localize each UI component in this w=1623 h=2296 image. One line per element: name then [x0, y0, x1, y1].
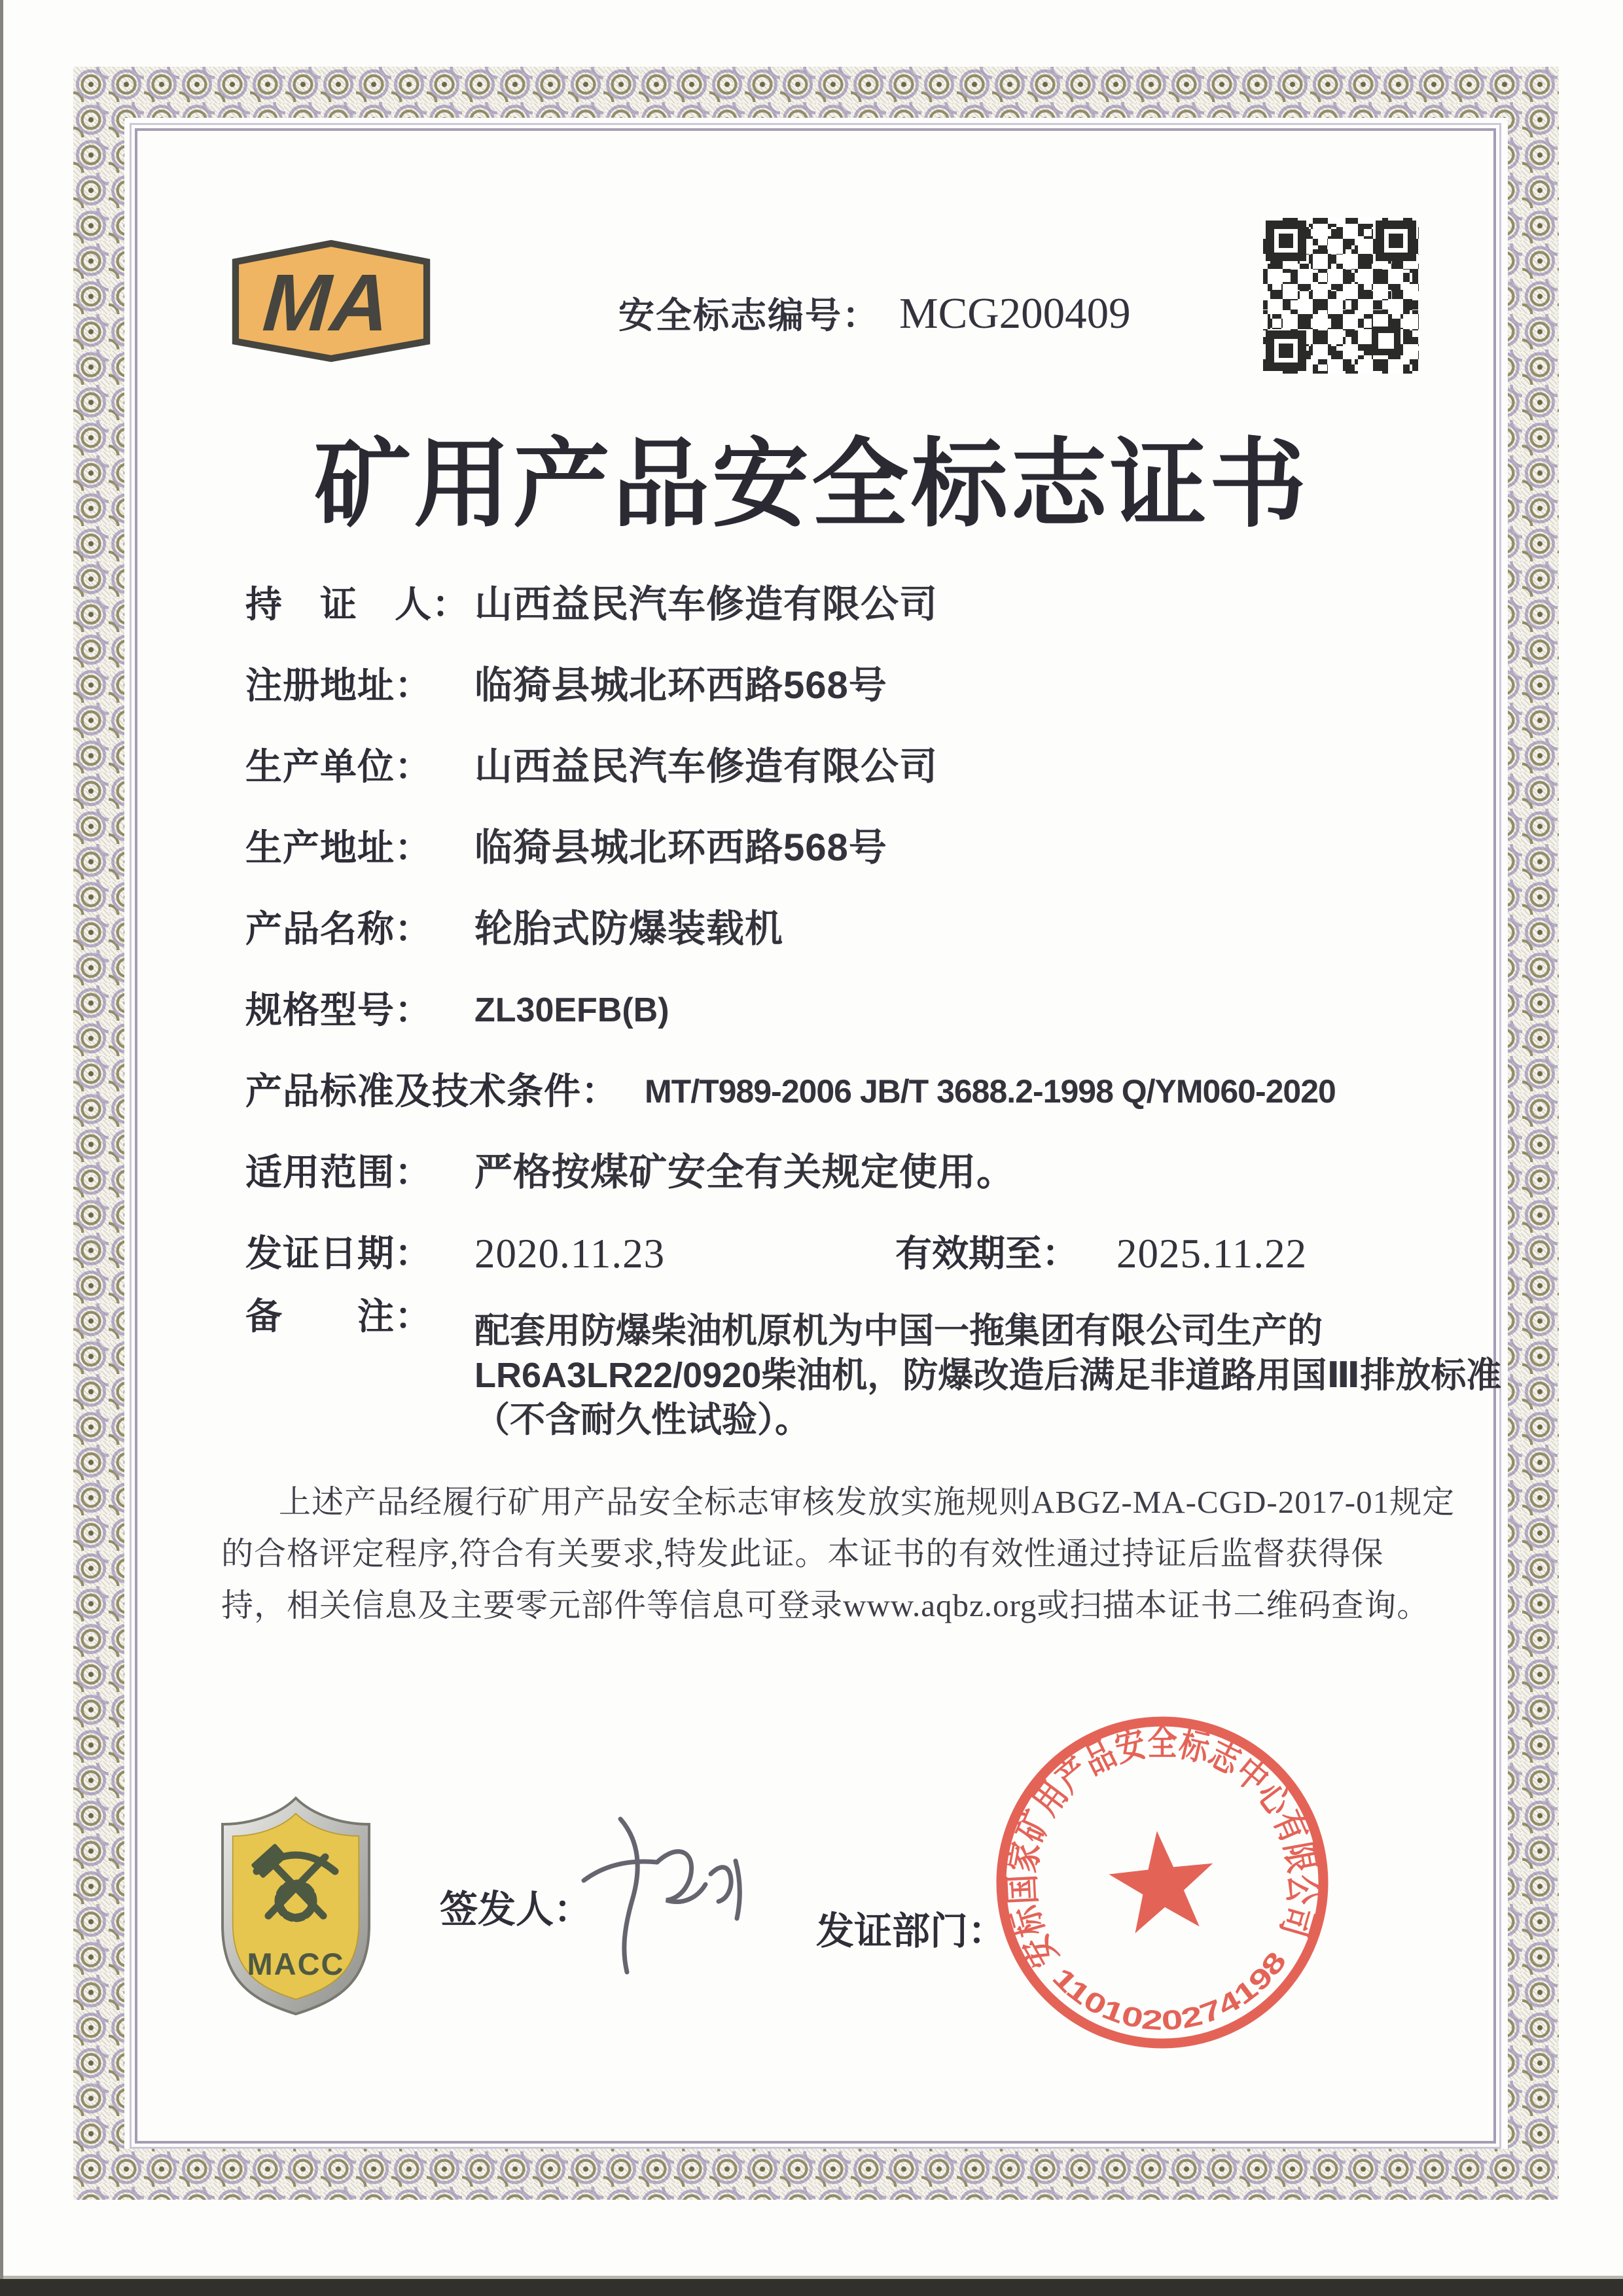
field-label: 产品名称： — [245, 908, 432, 949]
field-row-prod-address — [245, 807, 1497, 889]
valid-until-label: 有效期至： — [895, 1233, 1079, 1274]
certificate-fields — [245, 564, 1502, 1442]
scan-edge-left — [0, 0, 3, 2280]
field-label: 生产单位： — [245, 746, 432, 787]
ma-logo-text: MA — [260, 258, 393, 348]
scan-edge-bottom — [0, 2279, 1623, 2296]
field-row-scope — [245, 1132, 1497, 1213]
field-row-model — [245, 970, 1497, 1051]
field-row-holder — [245, 564, 1497, 645]
field-row-product-name — [245, 889, 1497, 970]
certificate-number-label: 安全标志编号： — [618, 295, 880, 336]
field-value: 临猗县城北环西路568号 — [474, 664, 887, 707]
macc-shield-text: MACC — [247, 1947, 345, 1981]
macc-shield-icon — [219, 1794, 373, 2017]
certificate-number-line — [618, 287, 1131, 339]
field-label: 适用范围： — [245, 1152, 432, 1193]
field-row-remark — [245, 1294, 1502, 1442]
remark-lines — [474, 1309, 1502, 1442]
issuer-label: 发证部门： — [816, 1910, 1007, 1952]
valid-until-value: 2025.11.22 — [1116, 1231, 1308, 1277]
field-row-standards — [245, 1051, 1497, 1132]
remark-label: 备 注： — [245, 1296, 432, 1337]
certificate-title: 矿用产品安全标志证书 — [314, 432, 1309, 539]
issue-date-label: 发证日期： — [245, 1233, 432, 1274]
qr-finder-icon — [1376, 221, 1416, 261]
field-value: 山西益民汽车修造有限公司 — [474, 583, 938, 626]
statement-line: 的合格评定程序,符合有关要求,特发此证。本证书的有效性通过持证后监督获得保 — [221, 1536, 1384, 1572]
field-label: 生产地址： — [245, 827, 432, 868]
qr-finder-icon — [1266, 330, 1306, 371]
field-label: 产品标准及技术条件： — [245, 1070, 618, 1112]
field-label: 注册地址： — [245, 665, 432, 706]
field-value: 山西益民汽车修造有限公司 — [474, 745, 938, 788]
remark-line: LR6A3LR22/0920柴油机，防爆改造后满足非道路用国Ⅲ排放标准 — [474, 1356, 1502, 1395]
signer-label: 签发人： — [440, 1888, 592, 1931]
signature — [558, 1801, 760, 1990]
official-seal — [961, 1681, 1363, 2083]
statement-line: 持，相关信息及主要零元部件等信息可登录www.aqbz.org或扫描本证书二维码查询。 — [221, 1587, 1430, 1623]
qr-finder-icon — [1266, 221, 1306, 261]
ma-safety-mark-icon — [226, 234, 437, 368]
qr-code — [1263, 218, 1419, 374]
field-value: 轮胎式防爆装载机 — [474, 908, 784, 950]
field-row-reg-address — [245, 645, 1497, 726]
seal-star-icon — [1105, 1826, 1219, 1935]
statement-line: 上述产品经履行矿用产品安全标志审核发放实施规则ABGZ-MA-CGD-2017-01规定 — [279, 1484, 1455, 1520]
qr-alignment-icon — [1372, 327, 1400, 355]
remark-line: 配套用防爆柴油机原机为中国一拖集团有限公司生产的 — [474, 1311, 1323, 1351]
remark-line: （不含耐久性试验）。 — [474, 1400, 810, 1439]
field-value: 严格按煤矿安全有关规定使用。 — [474, 1151, 1016, 1193]
field-value: 临猗县城北环西路568号 — [474, 826, 887, 869]
seal-ring-text: 安标国家矿用产品安全标志中心有限公司 — [1000, 1720, 1325, 1975]
field-value: ZL30EFB(B) — [474, 991, 669, 1029]
field-row-dates — [245, 1213, 1497, 1294]
field-value: MT/T989-2006 JB/T 3688.2-1998 Q/YM060-2020 — [645, 1073, 1336, 1110]
field-label: 持 证 人： — [245, 584, 469, 625]
field-label: 规格型号： — [245, 989, 432, 1031]
certification-statement — [221, 1476, 1484, 1631]
field-row-manufacturer — [245, 726, 1497, 807]
issue-date-value: 2020.11.23 — [474, 1231, 666, 1277]
certificate-number-value: MCG200409 — [899, 289, 1131, 338]
seal-number: 1101020274198 — [1046, 1951, 1289, 2036]
